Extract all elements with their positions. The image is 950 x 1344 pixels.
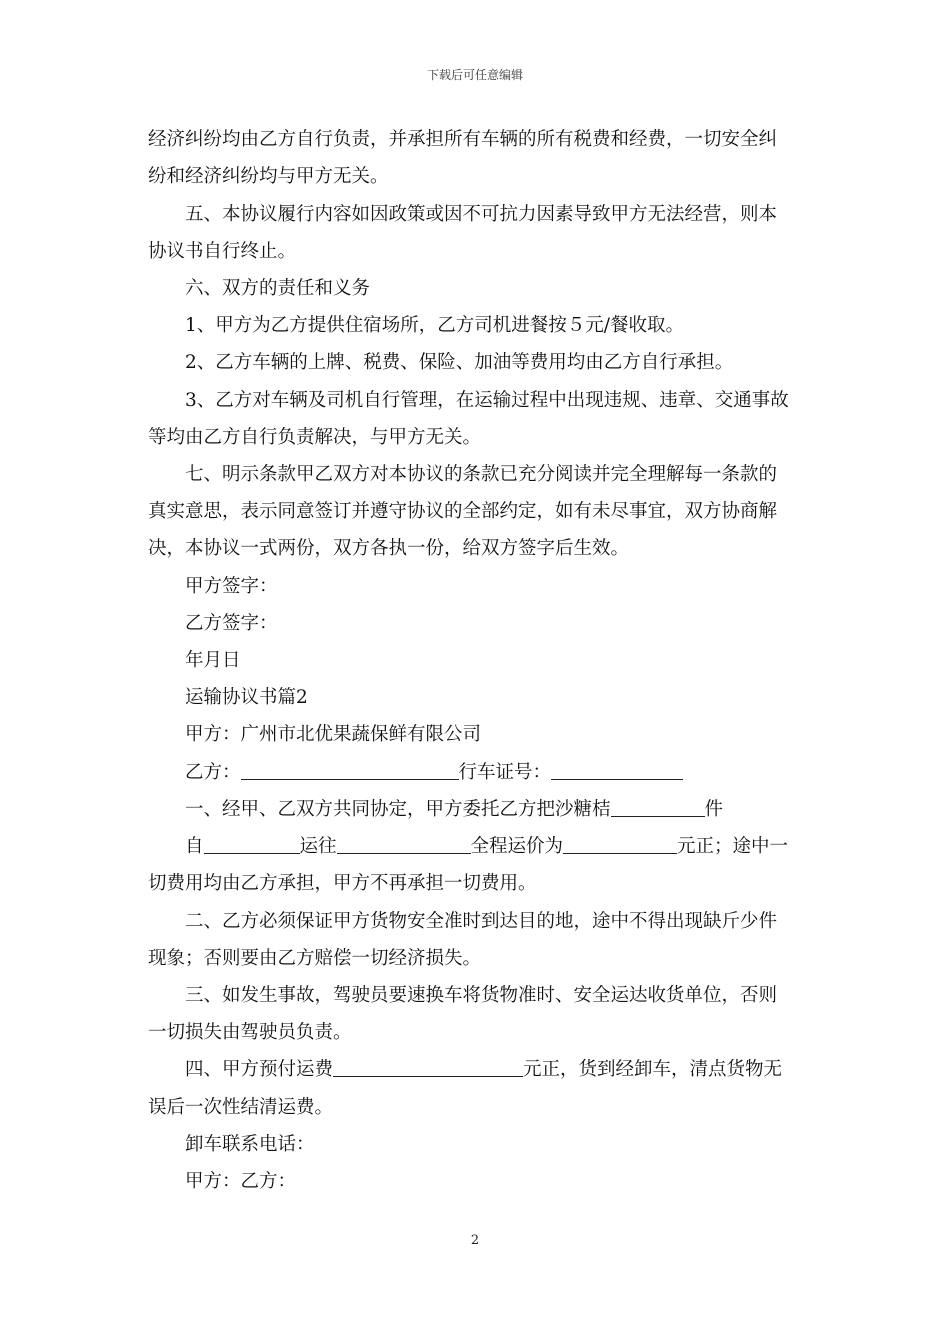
paragraph-line: 决，本协议一式两份，双方各执一份，给双方签字后生效。 bbox=[148, 538, 630, 559]
paragraph-line: 三、如发生事故，驾驶员要速换车将货物准时、安全运达收货单位，否则 bbox=[185, 985, 778, 1006]
paragraph-line: 现象；否则要由乙方赔偿一切经济损失。 bbox=[148, 948, 482, 969]
route-line bbox=[185, 835, 788, 859]
page-header: 下载后可任意编辑 bbox=[426, 68, 523, 82]
quantity-unit: 件 bbox=[704, 799, 724, 820]
paragraph-line: 纷和经济纠纷均与甲方无关。 bbox=[148, 166, 389, 187]
paragraph-line: 协议书自行终止。 bbox=[148, 241, 297, 262]
party-b-signature-label: 乙方签字： bbox=[185, 613, 278, 634]
item-four-text: 四、甲方预付运费 bbox=[185, 1059, 334, 1080]
item-four-line bbox=[185, 1058, 782, 1082]
party-b-line bbox=[185, 761, 683, 785]
price-blank[interactable] bbox=[563, 835, 677, 854]
paragraph-line: 等均由乙方自行负责解决，与甲方无关。 bbox=[148, 427, 482, 448]
paragraph-line: 七、明示条款甲乙双方对本协议的条款已充分阅读并完全理解每一条款的 bbox=[185, 464, 778, 485]
route-line-rest: 元正；途中一 bbox=[677, 836, 789, 857]
paragraph-line: 3、乙方对车辆及司机自行管理，在运输过程中出现违规、违章、交通事故 bbox=[185, 390, 789, 411]
party-b-label: 乙方： bbox=[185, 762, 241, 783]
license-blank[interactable] bbox=[551, 761, 683, 780]
route-to-label: 运往 bbox=[299, 836, 337, 857]
origin-blank[interactable] bbox=[204, 835, 300, 854]
paragraph-line: 2、乙方车辆的上牌、税费、保险、加油等费用均由乙方自行承担。 bbox=[185, 352, 734, 373]
route-from-label: 自 bbox=[185, 836, 204, 857]
prepayment-blank[interactable] bbox=[333, 1058, 523, 1077]
party-a-line: 甲方：广州市北优果蔬保鲜有限公司 bbox=[185, 724, 482, 745]
document-section-title: 运输协议书篇2 bbox=[185, 687, 308, 708]
paragraph-line: 五、本协议履行内容如因政策或因不可抗力因素导致甲方无法经营，则本 bbox=[185, 204, 778, 225]
section-heading: 六、双方的责任和义务 bbox=[185, 278, 371, 299]
paragraph-line: 真实意思，表示同意签订并遵守协议的全部约定，如有未尽事宜，双方协商解 bbox=[148, 501, 778, 522]
party-a-signature-label: 甲方签字： bbox=[185, 576, 278, 597]
date-label: 年月日 bbox=[185, 650, 241, 671]
destination-blank[interactable] bbox=[337, 835, 471, 854]
paragraph-line: 经济纠纷均由乙方自行负责，并承担所有车辆的所有税费和经费，一切安全纠 bbox=[148, 129, 778, 150]
paragraph-line: 一切损失由驾驶员负责。 bbox=[148, 1022, 352, 1043]
signature-parties-label: 甲方：乙方： bbox=[185, 1171, 297, 1192]
quantity-blank[interactable] bbox=[611, 798, 705, 817]
item-one-line bbox=[185, 798, 723, 822]
page-number: 2 bbox=[470, 1233, 480, 1248]
item-one-text: 一、经甲、乙双方共同协定，甲方委托乙方把沙糖桔 bbox=[185, 799, 611, 820]
item-four-rest: 元正，货到经卸车，清点货物无 bbox=[523, 1059, 783, 1080]
license-label: 行车证号： bbox=[458, 762, 552, 783]
price-label: 全程运价为 bbox=[470, 836, 564, 857]
paragraph-line: 1、甲方为乙方提供住宿场所，乙方司机进餐按５元/餐收取。 bbox=[185, 315, 685, 336]
paragraph-line: 切费用均由乙方承担，甲方不再承担一切费用。 bbox=[148, 873, 537, 894]
paragraph-line: 二、乙方必须保证甲方货物安全准时到达目的地，途中不得出现缺斤少件 bbox=[185, 911, 778, 932]
party-b-blank[interactable] bbox=[241, 761, 459, 780]
paragraph-line: 误后一次性结清运费。 bbox=[148, 1097, 334, 1118]
unload-contact-label: 卸车联系电话： bbox=[185, 1134, 315, 1155]
